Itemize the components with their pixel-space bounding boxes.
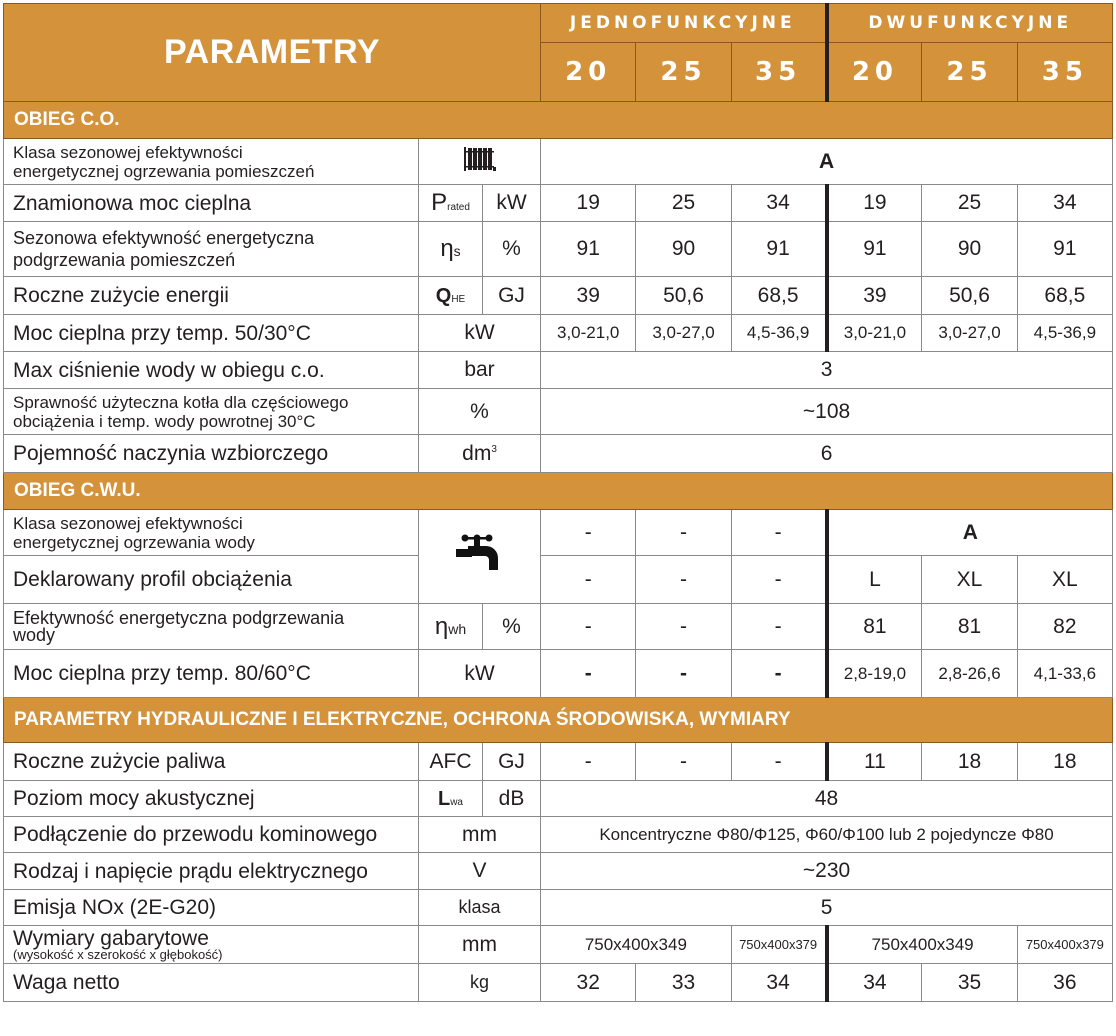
section-title: PARAMETRY HYDRAULICZNE I ELEKTRYCZNE, OCHRONA ŚRODOWISKA, WYMIARY <box>4 698 1113 743</box>
unit-cell: kW <box>419 315 541 352</box>
row-label: Poziom mocy akustycznej <box>4 781 419 817</box>
row-label: Max ciśnienie wody w obiegu c.o. <box>4 352 419 389</box>
value-cell: 18 <box>1017 743 1112 781</box>
row-label: Efektywność energetyczna podgrzewania wody <box>4 604 419 650</box>
table-row <box>4 389 1113 435</box>
row-label: Podłączenie do przewodu kominowego <box>4 817 419 853</box>
value-cell: XL <box>922 556 1017 604</box>
table-row <box>4 650 1113 698</box>
value-cell: 11 <box>827 743 922 781</box>
value-cell: 33 <box>636 964 731 1002</box>
value-cell: - <box>731 604 826 650</box>
value-cell: - <box>731 650 826 698</box>
value-cell: 34 <box>827 964 922 1002</box>
value-cell: 3 <box>541 352 1113 389</box>
value-cell: - <box>731 556 826 604</box>
section-header-co <box>4 102 1113 139</box>
value-cell: 3,0-27,0 <box>636 315 731 352</box>
unit-cell: klasa <box>419 890 541 926</box>
value-cell: 39 <box>827 277 922 315</box>
value-cell: 25 <box>636 185 731 222</box>
table-row <box>4 890 1113 926</box>
value-cell: 3,0-27,0 <box>922 315 1017 352</box>
unit-cell: kg <box>419 964 541 1002</box>
value-cell: 750x400x349 <box>541 926 732 964</box>
value-cell: 750x400x379 <box>731 926 826 964</box>
value-cell: 81 <box>827 604 922 650</box>
symbol-cell: ηs <box>419 222 483 277</box>
value-cell: 91 <box>541 222 636 277</box>
table-row <box>4 926 1113 964</box>
table-row <box>4 604 1113 650</box>
model-header: 20 <box>541 43 636 102</box>
group-header-single: JEDNOFUNKCYJNE <box>541 4 827 43</box>
value-cell: 19 <box>827 185 922 222</box>
section-header-hydraulic <box>4 698 1113 743</box>
value-cell: 2,8-19,0 <box>827 650 922 698</box>
table-row <box>4 277 1113 315</box>
value-cell: - <box>636 510 731 556</box>
unit-cell: % <box>483 222 541 277</box>
unit-cell: GJ <box>483 743 541 781</box>
row-label: Roczne zużycie energii <box>4 277 419 315</box>
value-cell: - <box>731 510 826 556</box>
unit-cell: dB <box>483 781 541 817</box>
value-cell: 91 <box>731 222 826 277</box>
value-cell: 19 <box>541 185 636 222</box>
table-title: PARAMETRY <box>4 4 541 102</box>
value-cell: 68,5 <box>1017 277 1112 315</box>
value-cell: 81 <box>922 604 1017 650</box>
value-cell: - <box>731 743 826 781</box>
row-label: Klasa sezonowej efektywności energetycznej ogrzewania pomieszczeń <box>4 139 419 185</box>
table-row <box>4 185 1113 222</box>
group-header-dual: DWUFUNKCYJNE <box>827 4 1113 43</box>
value-cell: 91 <box>827 222 922 277</box>
unit-cell: mm <box>419 817 541 853</box>
unit-cell: $dm^3$ <box>419 435 541 473</box>
value-cell: A <box>827 510 1113 556</box>
table-row <box>4 510 1113 556</box>
table-row <box>4 315 1113 352</box>
value-cell: XL <box>1017 556 1112 604</box>
value-cell: - <box>541 510 636 556</box>
radiator-icon <box>419 139 541 185</box>
value-cell: - <box>636 604 731 650</box>
unit-cell: bar <box>419 352 541 389</box>
unit-cell: % <box>483 604 541 650</box>
symbol-cell: QHE <box>419 277 483 315</box>
row-label: Znamionowa moc cieplna <box>4 185 419 222</box>
value-cell: L <box>827 556 922 604</box>
value-cell: 6 <box>541 435 1113 473</box>
value-cell: 18 <box>922 743 1017 781</box>
symbol-cell: Prated <box>419 185 483 222</box>
row-label: Sprawność użyteczna kotła dla częściowego obciążenia i temp. wody powrotnej 30°C <box>4 389 419 435</box>
value-cell: A <box>541 139 1113 185</box>
unit-cell: V <box>419 853 541 890</box>
row-label: Moc cieplna przy temp. 50/30°C <box>4 315 419 352</box>
value-cell: 50,6 <box>636 277 731 315</box>
value-cell: - <box>636 743 731 781</box>
value-cell: 3,0-21,0 <box>541 315 636 352</box>
unit-cell: kW <box>483 185 541 222</box>
value-cell: Koncentryczne Φ80/Φ125, Φ60/Φ100 lub 2 pojedyncze Φ80 <box>541 817 1113 853</box>
table-row <box>4 435 1113 473</box>
value-cell: 34 <box>731 185 826 222</box>
value-cell: 3,0-21,0 <box>827 315 922 352</box>
value-cell: - <box>541 556 636 604</box>
unit-cell: GJ <box>483 277 541 315</box>
value-cell: 4,1-33,6 <box>1017 650 1112 698</box>
row-label: Rodzaj i napięcie prądu elektrycznego <box>4 853 419 890</box>
value-cell: - <box>541 604 636 650</box>
value-cell: 2,8-26,6 <box>922 650 1017 698</box>
model-header: 20 <box>827 43 922 102</box>
unit-cell: % <box>419 389 541 435</box>
value-cell: ~230 <box>541 853 1113 890</box>
value-cell: 39 <box>541 277 636 315</box>
value-cell: 90 <box>636 222 731 277</box>
value-cell: 68,5 <box>731 277 826 315</box>
table-row <box>4 743 1113 781</box>
value-cell: - <box>636 556 731 604</box>
row-label: Emisja NOx (2E-G20) <box>4 890 419 926</box>
symbol-cell: Lwa <box>419 781 483 817</box>
row-label: Moc cieplna przy temp. 80/60°C <box>4 650 419 698</box>
symbol-cell: AFC <box>419 743 483 781</box>
value-cell: 34 <box>731 964 826 1002</box>
section-header-cwu <box>4 473 1113 510</box>
model-header: 25 <box>636 43 731 102</box>
section-title: OBIEG C.O. <box>4 102 1113 139</box>
section-title: OBIEG C.W.U. <box>4 473 1113 510</box>
value-cell: 36 <box>1017 964 1112 1002</box>
value-cell: 750x400x379 <box>1017 926 1112 964</box>
value-cell: 5 <box>541 890 1113 926</box>
model-header: 25 <box>922 43 1017 102</box>
model-header: 35 <box>731 43 826 102</box>
value-cell: 35 <box>922 964 1017 1002</box>
value-cell: 50,6 <box>922 277 1017 315</box>
value-cell: - <box>541 650 636 698</box>
value-cell: 32 <box>541 964 636 1002</box>
row-label: Klasa sezonowej efektywności energetycznej ogrzewania wody <box>4 510 419 556</box>
row-label: Deklarowany profil obciążenia <box>4 556 419 604</box>
value-cell: - <box>541 743 636 781</box>
value-cell: 82 <box>1017 604 1112 650</box>
unit-cell: mm <box>419 926 541 964</box>
table-row <box>4 556 1113 604</box>
value-cell: - <box>636 650 731 698</box>
value-cell: 4,5-36,9 <box>731 315 826 352</box>
parameters-table <box>3 3 1112 1002</box>
table-row <box>4 964 1113 1002</box>
value-cell: 90 <box>922 222 1017 277</box>
row-label: Roczne zużycie paliwa <box>4 743 419 781</box>
table-row <box>4 853 1113 890</box>
value-cell: 91 <box>1017 222 1112 277</box>
unit-cell: kW <box>419 650 541 698</box>
table-row <box>4 139 1113 185</box>
value-cell: 34 <box>1017 185 1112 222</box>
header-row-groups <box>4 4 1113 43</box>
row-label: Sezonowa efektywność energetyczna podgrzewania pomieszczeń <box>4 222 419 277</box>
table-row <box>4 352 1113 389</box>
value-cell: 25 <box>922 185 1017 222</box>
symbol-cell: ηwh <box>419 604 483 650</box>
faucet-icon <box>419 510 541 604</box>
row-label: Pojemność naczynia wzbiorczego <box>4 435 419 473</box>
value-cell: 48 <box>541 781 1113 817</box>
table-row <box>4 817 1113 853</box>
table-row <box>4 781 1113 817</box>
row-label: Waga netto <box>4 964 419 1002</box>
value-cell: 750x400x349 <box>827 926 1018 964</box>
value-cell: ~108 <box>541 389 1113 435</box>
value-cell: 4,5-36,9 <box>1017 315 1112 352</box>
table-row <box>4 222 1113 277</box>
model-header: 35 <box>1017 43 1112 102</box>
row-label: Wymiary gabarytowe (wysokość x szerokość x głębokość) <box>4 926 419 964</box>
